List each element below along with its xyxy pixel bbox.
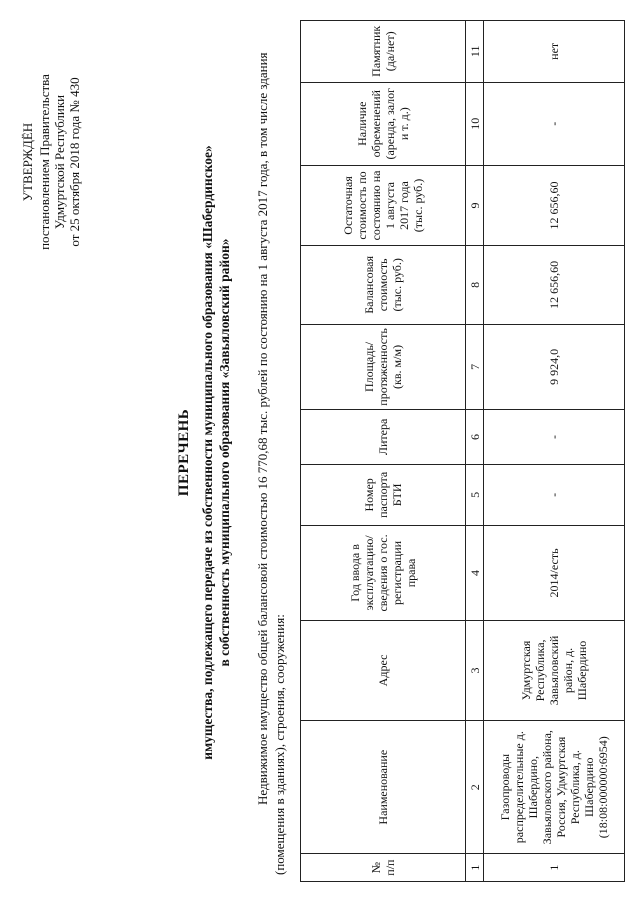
monument-flag: нет xyxy=(484,21,625,83)
commission-year: 2014/есть xyxy=(484,526,625,621)
encumbrance: - xyxy=(484,82,625,165)
approval-stamp: УТВЕРЖДЁН xyxy=(20,122,35,202)
balance-value: 12 656,60 xyxy=(484,246,625,324)
header-cell: Номер паспорта БТИ xyxy=(301,464,466,526)
document-title: ПЕРЕЧЕНЬ xyxy=(176,408,192,497)
header-cell: Балансовая стоимость (тыс. руб.) xyxy=(301,246,466,324)
column-number: 9 xyxy=(466,165,484,245)
column-number: 3 xyxy=(466,620,484,720)
table-header-row xyxy=(301,21,466,882)
bti-passport-number: - xyxy=(484,464,625,526)
intro-paragraph: Недвижимое имущество общей балансовой стоимостью 16 770,68 тыс. рублей по состоянию на 1 августа 2017 года, в том числе здания (помещения в зданиях), строения, сооружения: xyxy=(255,52,287,875)
header-cell: Памятник (да/нет) xyxy=(301,21,466,83)
column-number: 6 xyxy=(466,410,484,464)
area-length: 9 924,0 xyxy=(484,324,625,410)
approval-block xyxy=(20,27,82,297)
approval-line-3: от 25 октября 2018 года № 430 xyxy=(67,77,82,247)
header-cell: Наименование xyxy=(301,721,466,854)
header-cell: Адрес xyxy=(301,620,466,720)
column-number: 1 xyxy=(466,854,484,882)
column-number: 4 xyxy=(466,526,484,621)
litera: - xyxy=(484,410,625,464)
heading-line-1: имущества, подлежащего передаче из собственности муниципального образования «Шабердинское» xyxy=(200,145,215,760)
column-number: 11 xyxy=(466,21,484,83)
header-cell: Год ввода в эксплуатацию/сведения о гос. регистрации права xyxy=(301,526,466,621)
property-address: Удмуртская Республика, Завьяловский район, д. Шабердино xyxy=(484,620,625,720)
header-cell: Наличие обременений (аренда, залог и т. д.) xyxy=(301,82,466,165)
column-number: 10 xyxy=(466,82,484,165)
column-number-row xyxy=(466,21,484,882)
column-number: 7 xyxy=(466,324,484,410)
column-number: 5 xyxy=(466,464,484,526)
approval-line-2: Удмуртской Республики xyxy=(52,94,67,230)
column-number: 8 xyxy=(466,246,484,324)
approval-line-1: постановлением Правительства xyxy=(37,74,52,250)
document-heading xyxy=(176,40,233,865)
property-table xyxy=(300,20,625,882)
property-name: Газопроводы распределительные д. Шабердино, Завьяловского района, Россия, Удмуртская Республика, д. Шабердино (18:08:000000:6954) xyxy=(484,721,625,854)
header-cell: Площадь/протяженность (кв. м/м) xyxy=(301,324,466,410)
residual-value: 12 656,60 xyxy=(484,165,625,245)
column-number: 2 xyxy=(466,721,484,854)
row-number: 1 xyxy=(484,854,625,882)
table-row xyxy=(484,21,625,882)
heading-line-2: в собственность муниципального образования «Завьяловский район» xyxy=(217,238,232,667)
header-cell: Остаточная стоимость по состоянию на 1 августа 2017 года (тыс. руб.) xyxy=(301,165,466,245)
header-cell: Литера xyxy=(301,410,466,464)
header-cell: № п/п xyxy=(301,854,466,882)
